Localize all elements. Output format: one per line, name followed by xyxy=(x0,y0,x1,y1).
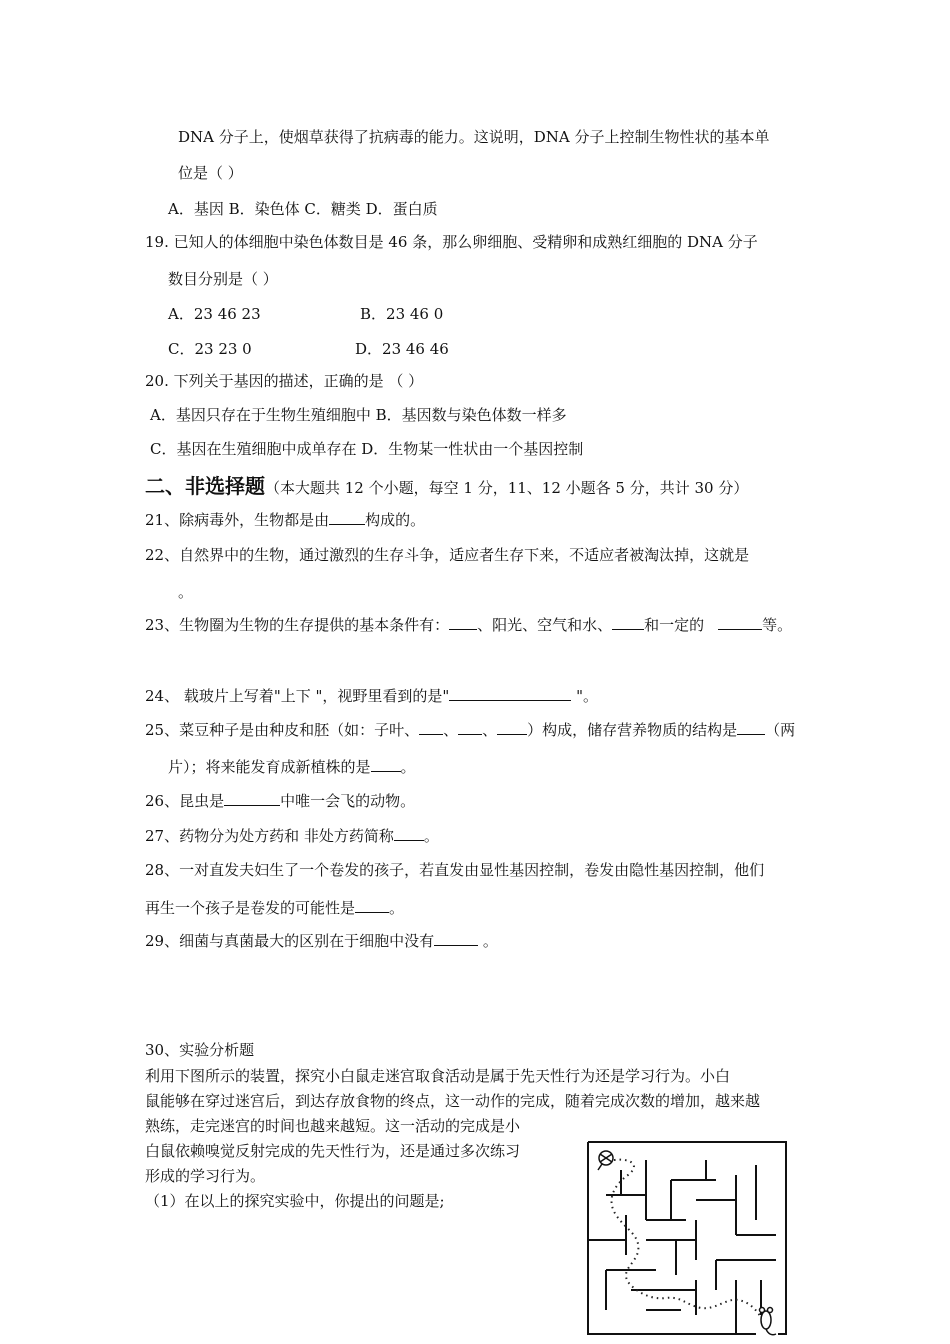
q23-text-c: 和一定的 xyxy=(644,616,705,634)
answer-blank[interactable] xyxy=(434,931,478,946)
q29-text-a: 29、细菌与真菌最大的区别在于细胞中没有 xyxy=(145,932,435,950)
q24 xyxy=(145,686,598,706)
q30-paragraph-line4: 白鼠依赖嗅觉反射完成的先天性行为，还是通过多次练习 xyxy=(145,1142,521,1160)
q19-option-d: D．23 46 46 xyxy=(355,340,449,358)
q23 xyxy=(145,615,792,635)
answer-blank[interactable] xyxy=(449,686,571,701)
q25-line1 xyxy=(145,720,795,740)
q20-options-ab: A．基因只存在于生物生殖细胞中 B．基因数与染色体数一样多 xyxy=(150,406,567,424)
answer-blank[interactable] xyxy=(329,510,365,525)
q20-stem: 20. 下列关于基因的描述，正确的是 （ ） xyxy=(145,372,424,390)
q19-stem-line2: 数目分别是（ ） xyxy=(168,270,278,288)
food-icon xyxy=(598,1151,613,1170)
q24-text-a: 24、 载玻片上写着"上下 "，视野里看到的是" xyxy=(145,687,450,705)
q26-text-a: 26、昆虫是 xyxy=(145,792,225,810)
q30-paragraph-line3: 熟练，走完迷宫的时间也越来越短。这一活动的完成是小 xyxy=(145,1117,521,1135)
q28-line2-b: 。 xyxy=(389,899,405,917)
q18-stem-line2: 位是（ ） xyxy=(178,164,243,182)
q21 xyxy=(145,510,425,530)
q24-text-b: "。 xyxy=(571,687,598,705)
q22-line2: 。 xyxy=(178,583,194,601)
q28-line1: 28、一对直发夫妇生了一个卷发的孩子，若直发由显性基因控制，卷发由隐性基因控制，他们 xyxy=(145,861,765,879)
answer-blank[interactable] xyxy=(458,720,482,735)
q18-stem-line1: DNA 分子上，使烟草获得了抗病毒的能力。这说明，DNA 分子上控制生物性状的基本单 xyxy=(178,128,770,146)
section-title: 二、非选择题 xyxy=(145,474,265,498)
answer-blank[interactable] xyxy=(737,720,765,735)
answer-blank[interactable] xyxy=(612,615,644,630)
q25-text-c: （两 xyxy=(765,721,796,739)
maze-walls xyxy=(588,1142,786,1334)
q25-text-a: 25、菜豆种子是由种皮和胚（如：子叶、 xyxy=(145,721,420,739)
mouse-icon xyxy=(760,1308,777,1335)
q25-sep2: 、 xyxy=(482,721,498,739)
q21-text-b: 构成的。 xyxy=(365,511,426,529)
q30-paragraph-line5: 形成的学习行为。 xyxy=(145,1167,266,1185)
section-heading xyxy=(145,473,748,501)
q25-line2-b: 。 xyxy=(400,758,416,776)
q28-line2 xyxy=(145,898,404,918)
q25-line2 xyxy=(168,757,416,777)
q26 xyxy=(145,791,415,811)
q29 xyxy=(145,931,498,951)
q25-text-b: ）构成，储存营养物质的结构是 xyxy=(527,721,738,739)
q22-line1: 22、自然界中的生物，通过激烈的生存斗争，适应者生存下来，不适应者被淘汰掉，这就是 xyxy=(145,546,750,564)
q25-line2-a: 片）；将来能发育成新植株的是 xyxy=(168,758,371,776)
q30-subquestion-1: （1）在以上的探究实验中，你提出的问题是; xyxy=(145,1192,445,1210)
answer-blank[interactable] xyxy=(449,615,477,630)
q30-paragraph-line2: 鼠能够在穿过迷宫后，到达存放食物的终点，这一动作的完成，随着完成次数的增加，越来越 xyxy=(145,1092,761,1110)
q19-option-c: C．23 23 0 xyxy=(168,340,252,358)
q19-stem-line1: 19. 已知人的体细胞中染色体数目是 46 条，那么卵细胞、受精卵和成熟红细胞的 DNA 分子 xyxy=(145,233,758,251)
q21-text-a: 21、除病毒外，生物都是由 xyxy=(145,511,330,529)
q28-line2-a: 再生一个孩子是卷发的可能性是 xyxy=(145,899,356,917)
answer-blank[interactable] xyxy=(394,826,424,841)
q26-text-b: 中唯一会飞的动物。 xyxy=(280,792,416,810)
answer-blank[interactable] xyxy=(371,757,401,772)
answer-blank[interactable] xyxy=(355,898,389,913)
q18-options: A．基因 B．染色体 C．糖类 D．蛋白质 xyxy=(168,200,438,218)
q20-options-cd: C．基因在生殖细胞中成单存在 D．生物某一性状由一个基因控制 xyxy=(150,440,584,458)
q25-sep1: 、 xyxy=(443,721,459,739)
q19-option-a: A．23 46 23 xyxy=(168,305,261,323)
q27 xyxy=(145,826,439,846)
maze-figure xyxy=(586,1140,792,1340)
q30-paragraph-line1: 利用下图所示的装置，探究小白鼠走迷宫取食活动是属于先天性行为还是学习行为。小白 xyxy=(145,1067,731,1085)
answer-blank[interactable] xyxy=(497,720,527,735)
q23-text-b: 、阳光、空气和水、 xyxy=(477,616,613,634)
q29-text-b: 。 xyxy=(478,932,498,950)
q19-option-b: B．23 46 0 xyxy=(360,305,444,323)
q23-text-a: 23、生物圈为生物的生存提供的基本条件有： xyxy=(145,616,450,634)
answer-blank[interactable] xyxy=(718,615,762,630)
answer-blank[interactable] xyxy=(419,720,443,735)
q27-text-b: 。 xyxy=(423,827,439,845)
section-note: （本大题共 12 个小题，每空 1 分，11、12 小题各 5 分，共计 30 分） xyxy=(265,479,749,497)
answer-blank[interactable] xyxy=(224,791,280,806)
q30-title: 30、实验分析题 xyxy=(145,1041,255,1059)
q23-text-d: 等。 xyxy=(762,616,793,634)
q27-text-a: 27、药物分为处方药和 非处方药简称 xyxy=(145,827,394,845)
